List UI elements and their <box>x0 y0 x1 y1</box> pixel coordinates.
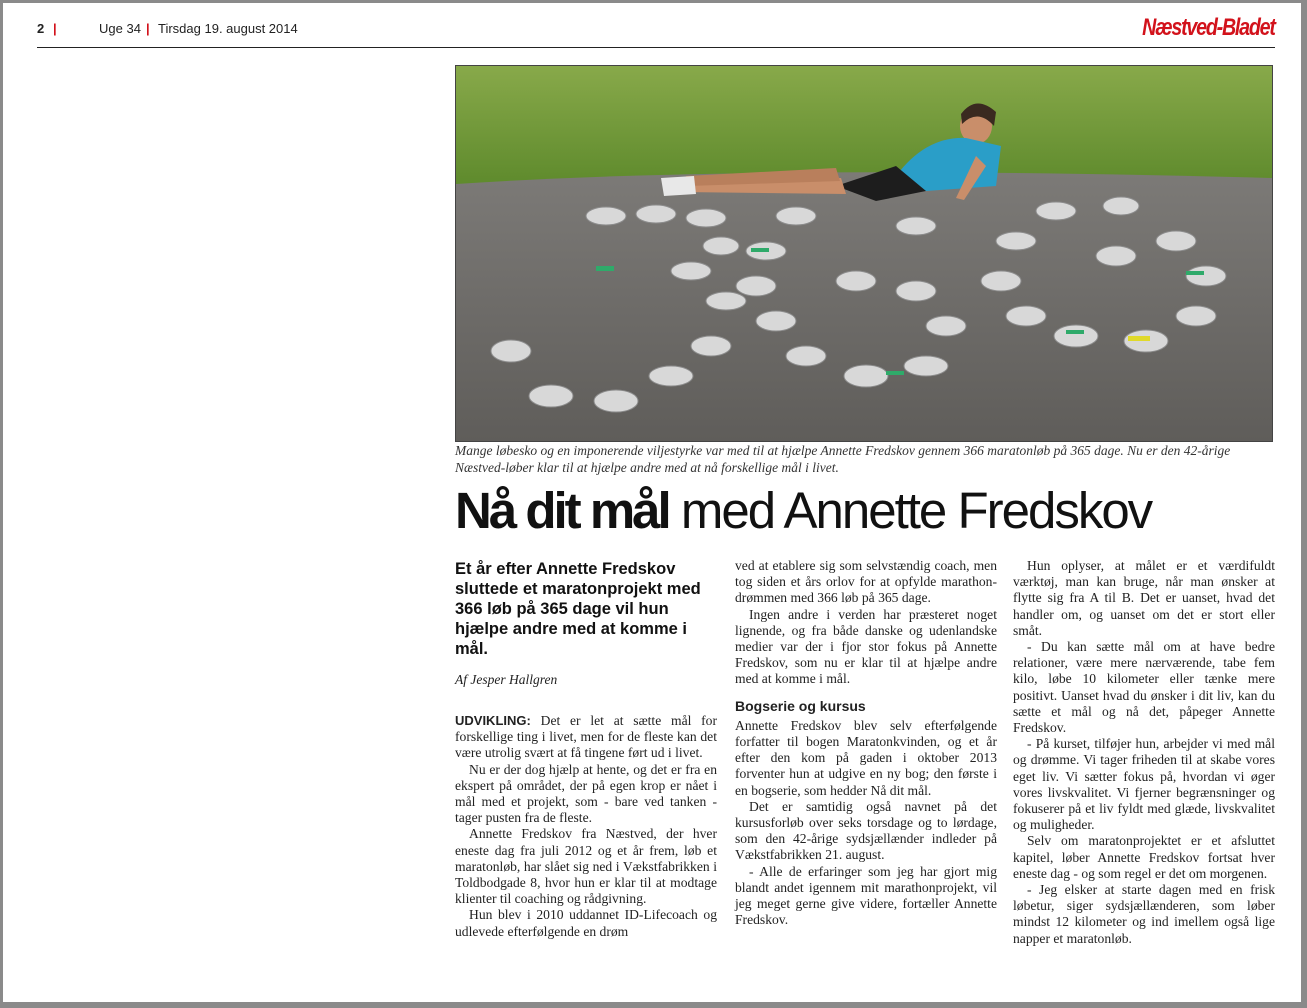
week-label: Uge 34 <box>99 21 141 36</box>
page-header <box>37 14 1275 48</box>
header-separator: | <box>146 21 150 36</box>
body-paragraph: Ingen andre i verden har præsteret noget lignende, og fra både danske og udenlandske medier var der i fjor stor fokus på Annette Fredskov, som nu er klar til at hjælpe andre med at komme i mål. <box>735 606 997 687</box>
body-paragraph: - Du kan sætte mål om at have bedre relationer, være mere nærværende, tabe fem kilo, løbe 10 kilometer eller tænke mere positivt. Uanset hvad du ønsker i dit liv, kan du sætte et mål og nå det, påpeger Annette Fredskov. <box>1013 639 1275 736</box>
body-paragraph: Selv om maratonprojektet er et afsluttet kapitel, løber Annette Fredskov fortsat hver eneste dag - og som regel er det om morgenen. <box>1013 833 1275 881</box>
body-paragraph: ved at etablere sig som selvstændig coach, men tog siden et års orlov for at opfylde marathon-drømmen med 366 løb på 365 dage. <box>735 558 997 606</box>
article-column-3 <box>1013 558 1275 947</box>
newspaper-page <box>3 3 1301 1002</box>
article-headline <box>455 481 1285 540</box>
body-paragraph: Annette Fredskov blev selv efterfølgende forfatter til bogen Maratonkvinden, og et år efter den kom på gaden i oktober 2013 forventer hun at udgive en ny bog; den første i en bogserie, som hedder Nå dit mål. <box>735 717 997 798</box>
body-paragraph: Hun oplyser, at målet er et værdifuldt værktøj, man kan bruge, når man ønsker at flytte sig fra A til B. Det er uanset, hvad det handler om, og uanset om det er stort eller småt. <box>1013 558 1275 638</box>
body-paragraph: Det er samtidig også navnet på det kursusforløb over seks torsdage og to lørdage, som den 42-årige sydsjællænder indleder på Vækstfabrikken 21. august. <box>735 798 997 863</box>
article-lead: Et år efter Annette Fredskov sluttede et maratonprojekt med 366 løb på 365 dage vil hun hjælpe andre med at komme i mål. <box>455 560 701 658</box>
body-paragraph: - Alle de erfaringer som jeg har gjort mig blandt andet igennem mit marathonprojekt, vil jeg meget gerne give videre, fortæller Annette Fredskov. <box>735 863 997 928</box>
body-paragraph: Hun blev i 2010 uddannet ID-Lifecoach og udlevede efterfølgende en drøm <box>455 907 717 939</box>
article-column-2 <box>735 558 997 928</box>
photo-caption: Mange løbesko og en imponerende viljestyrke var med til at hjælpe Annette Fredskov gennem 366 maratonløb på 365 dage. Nu er den 42-årige Næstved-løber klar til at hjælpe andre med at nå forskellige mål i livet. <box>455 443 1231 475</box>
newspaper-logo: Næstved-Bladet <box>1142 14 1275 41</box>
body-paragraph: Annette Fredskov fra Næstved, der hver eneste dag fra juli 2012 og et år frem, løb et maratonløb, har slået sig ned i Vækstfabrikken i Toldbodgade 8, hvor hun er klar til at modtage klienter til coaching og rådgivning. <box>455 826 717 907</box>
headline-light: med Annette Fredskov <box>680 482 1152 539</box>
runner-with-shoes-image <box>456 66 1272 441</box>
date-label: Tirsdag 19. august 2014 <box>158 21 298 36</box>
body-paragraph: - På kurset, tilføjer hun, arbejder vi med mål og drømme. Vi tager friheden til at skabe vores eget liv. Vi sætter fokus på, hvordan vi øger vores livskvalitet. Vi fjerner begrænsninger og fokuserer på et liv fyldt med glæde, livskvalitet og muligheder. <box>1013 736 1275 833</box>
subheading: Bogserie og kursus <box>735 697 866 714</box>
body-paragraph: - Jeg elsker at starte dagen med en frisk løbetur, siger sydsjællænderen, som løber mindst 12 kilometer og ind imellem også lige napper et maratonløb. <box>1013 882 1275 946</box>
body-paragraph: Nu er der dog hjælp at hente, og det er fra en ekspert på området, der på egen krop er nået i mål med et projekt, som - bare ved tanken - tager pusten fra de fleste. <box>455 761 717 826</box>
headline-bold: Nå dit mål <box>455 482 669 539</box>
kicker: UDVIKLING: <box>455 713 531 728</box>
body-paragraph: UDVIKLING: Det er let at sætte mål for forskellige ting i livet, men for de fleste kan det være utrolig svært at få tingene ført ud i livet. <box>455 713 718 761</box>
article-column-1 <box>455 713 717 940</box>
header-separator: | <box>53 21 57 36</box>
byline: Af Jesper Hallgren <box>455 672 558 687</box>
page-number: 2 <box>37 21 45 36</box>
article-photo <box>455 65 1273 442</box>
